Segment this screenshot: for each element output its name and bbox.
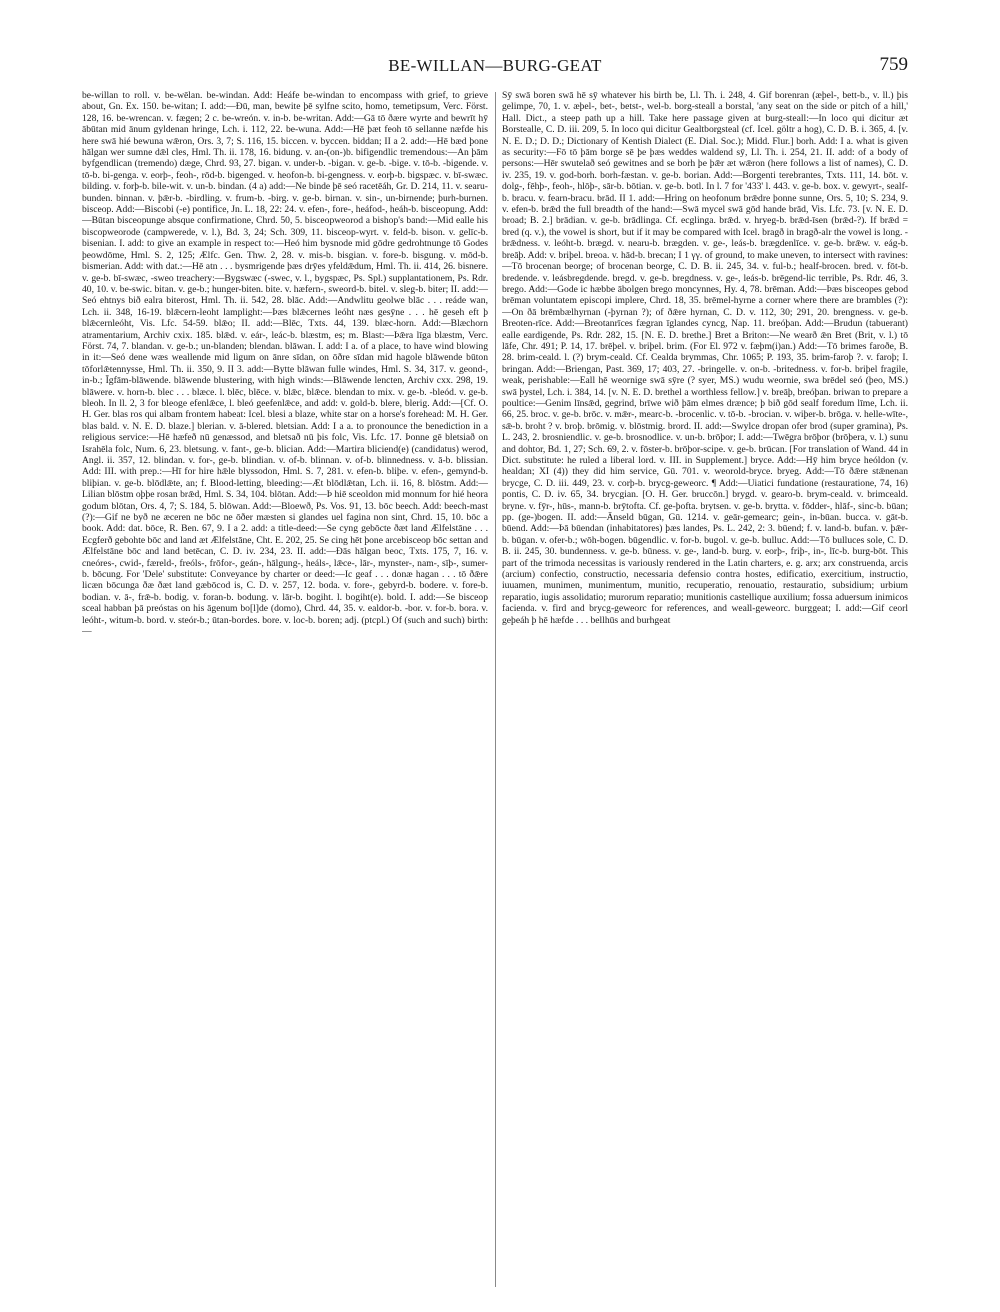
- right-column: [502, 90, 908, 1290]
- text-columns: [82, 90, 908, 1290]
- right-column-text: Sȳ swā boren swā hē sȳ whatever his birth be, Ll. Th. i. 248, 4. Gif borenran (æþel-, bett-b., v. ll.) þis gelimpe, 70, 1. v. æþel-, bet-, betst-, wel-b. borg-steall a borstal, 'any seat on the side or pitch of a hill,' Hall. Dict., a steep path up a hill. Take here passage given at burg-steall:—In loco qui dicitur æt Borstealle, C. D. iii. 209, 5. In loco qui dicitur Gealtborgsteal (cf. Icel. göltr a hog), C. D. B. i. 365, 4. [v. N. E. D.; D. D.; Dictionary of Kentish Dialect (E. Dial. Soc.); Midd. Flur.] borh. Add: I a. what is given as security:—Fō tō þām borge sē þe þæs weddes waldend sȳ, Ll. Th. i. 254, 21. II. add: of a body of persons:—Hēr swutelað seó gewitnes and se borh þe þǣr æt wǣron (here follows a list of names), C. D. iv. 235, 19. v. god-borh. borh-fæstan. v. ge-b. borian. Add:—Borgenti terebrantes, Txts. 111, 14. bōt. v. dolg-, fēhþ-, feoh-, hlōþ-, sār-b. bōtian. v. ge-b. botl. In l. 7 for '433' l. 443. v. ge-b. box. v. gewyrt-, sealf-b. bracu. v. fearn-bracu. brād. II 1. add:—Hring on heofonum brǣdre þonne sunne, Ors. 5, 10; S. 234, 9. v. efen-b. brǣd the full breadth of the hand:—Swā mycel swā gōd hande brād, Vis. Lfc. 73. [v. N. E. D. broad; B. 2.] brādian. v. ge-b. brādlinga. Cf. ecglinga. brǣd. v. hryeg-b. brǣd-īsen (brǣd-?). If brǣd = bred (q. v.), the vowel is short, but if it may be compared with Icel. bragð in bragð-alr the vowel is long. -brǣdness. v. leóht-b. brægd. v. nearu-b. brægden. v. ge-, leás-b. brægdenlīce. v. ge-b. brǣw. v. eág-b. breāþ. Add: v. briþel. breoa. v. hād-b. brecan; I 1 γγ. of ground, to make uneven, to intersect with ravines:—Tō brocenan beorge; of brocenan beorge, C. D. B. ii. 245, 34. v. ful-b.; healf-brocen. bred. v. fōt-b. bredende. v. leásbregdende. bregd. v. ge-b. bregdness. v. ge-, leás-b. brēgend-lic terrible, Ps. Rdr. 46, 3. brego. Add:—Gode ic hæbbe ābolgen brego moncynnes, Hy. 4, 78. brēman. Add:—Þæs bisceopes gebod brēman voluntatem episcopi implere, Chrd. 18, 35. brēmel-hyrne a corner where there are brambles (?):—On ðā brēmbælhyrnan (-þyrnan ?); of ðǣre hyrnan, C. D. v. 112, 30; 291, 20. brengness. v. ge-b. Breoten-rīce. Add:—Breotanrīces fægran īglandes cyncg, Nap. 11. breóþan. Add:—Brudun (tabuerant) ealle eardigende, Ps. Rdr. 282, 15. [N. E. D. brethe.] Bret a Briton:—Ne wearð ǣn Bret (Brit, v. l.) tō lāfe, Chr. 491; P. 14, 17. brēþel. v. briþel. brim. (For El. 972 v. fæþm(i)an.) Add:—Tō brimes faroðe, B. 28. brim-ceald. l. (?) brym-ceald. Cf. Cealda brymmas, Chr. 1065; P. 193, 35. brim-faroþ ?. v. faroþ; I. bringan. Add:—Briengan, Past. 369, 17; 403, 27. -bringelle. v. on-b. -britedness. v. for-b. briþel fragile, weak, perishable:—Eall hē weornige swā sȳre (? syer, MS.) wudu weornie, swa brēdel seó (þeo, MS.) swā þystel, Lch. i. 384, 14. [v. N. E. D. brethel a worthless fellow.] v. breāþ, breóþan. briwan to prepare a poultice:—Genim līnsǣd, gegrind, brīwe wið þām elmes drænce; þ bið gōd sealf foredum līme, Lch. ii. 66, 25. broc. v. ge-b. brōc. v. mǣr-, mearc-b. -brocenlic. v. tō-b. -brocian. v. wiþer-b. brōga. v. helle-wīte-, sǣ-b. broht ? v. broþ. brōmig. v. blōstmig. brord. II. add:—Swylce dropan ofer brod (super gramina), Ps. L. 243, 2. brosniendlic. v. ge-b. brosnodlice. v. un-b. brōþor; I. add:—Twēgra brōþor (brōþera, v. l.) sunu and dohtor, Bd. 1, 27; Sch. 69, 2. v. fōster-b. brōþor-scipe. v. ge-b. brūcan. [For translation of Wand. 44 in Dict. substitute: he ruled a liberal lord. v. III. in Supplement.] bryce. Add:—Hȳ him bryce heóldon (v. healdan; XI (4)) they did him service, Gū. 701. v. weorold-bryce. bryeg. Add:—Tō ðǣre stǣnenan brycge, C. D. iii. 449, 23. v. corþ-b. brycg-geweorc. ¶ Add:—Uiatici fundatione (restauratione, 74, 16) pontis, C. D. iv. 65, 34. brycgian. [O. H. Ger. bruccōn.] brygd. v. gearo-b. brym-ceald. v. brimceald. bryne. v. fȳr-, hūs-, mann-b. brȳtofta. Cf. ge-þofta. brytsen. v. ge-b. brytta. v. fōdder-, hlāf-, sinc-b. būan; pp. (ge-)bogen. II. add:—Ānseld būgan, Gū. 1214. v. geār-gemearc; gein-, in-būan. bucca. v. gāt-b. būend. Add:—Þā būendan (inhabitatores) þæs landes, Ps. L. 242, 2: 3. būend; f. v. land-b. bufan. v. þǣr-b. būgan. v. ofer-b.; wōh-bogen. būgendlic. v. for-b. bugol. v. ge-b. bulluc. Add:—Tō bulluces sole, C. D. B. ii. 245, 30. bundenness. v. ge-b. būness. v. ge-, land-b. burg. v. eorþ-, friþ-, in-, līc-b. burg-bōt. This part of the trimoda necessitas is variously rendered in the Latin charters, e. g. arx; arx construenda, arcis (arcium) confectio, constructio, necessaria defensio contra hostes, edificatio, exercitium, instructio, iuuamen, munimen, munimentum, munitio, recuperatio, renouatio, restauratio, subsidium; urbium reparatio, iugis assolidatio; murorum reparatio; munitionis castellique auxilium; fossa aduersum inimicos facienda. v. fird and brycg-geweorc for references, and weall-geweorc. burggeat; I. add:—Gif ceorl geþeáh þ hē hæfde . . . bellhūs and burhgeat: [502, 90, 908, 626]
- left-column-text: be-willan to roll. v. be-wēlan. be-windan. Add: Heáfe be-windan to encompass with grief, to grieve about, Gn. Ex. 150. be-witan; I. add:—Ðū, man, bewite þē sylfne scito, homo, temetipsum, Verc. Först. 128, 16. be-wrencan. v. fægen; 2 c. be-wreón. v. in-b. be-writan. Add:—Gā tō ðære wyrte and bewrīt hȳ ābūtan mid ānum gyldenan hringe, Lch. i. 112, 22. be-wuna. Add:—Hē þæt feoh tō sellanne næfde his here swā hié bewuna wǣron, Ors. 3, 7; S. 116, 15. biccen. v. byccen. biddan; II a 2. add:—Hē bæd þone hālgan wer sumne dǣl cles, Hml. Th. ii. 178, 16. bidung. v. an-(on-)b. bifigendlic tremendous:—An þām byfgendlican (tremendo) dæge, Chrd. 93, 27. bigan. v. under-b. -bigan. v. ge-b. -bige. v. tō-b. -bigende. v. tō-b. bi-genga. v. eorþ-, feoh-, rōd-b. bigenged. v. heofon-b. bi-gengness. v. eorþ-b. bigspæc. v. bī-swæc. bilding. v. forþ-b. bile-wit. v. un-b. bindan. (4 a) add:—Ne binde þē seó racetēáh, Gr. D. 214, 11. v. searu-bunden. binnan. v. þǣr-b. -birdling. v. frum-b. -birg. v. ge-b. birnan. v. sin-, un-birnende; þurh-burnen. bisceop. Add:—Biscobi (-e) pontifice, Jn. L. 18, 22: 24. v. efen-, fore-, heáfod-, heáh-b. bisceopung. Add:—Būtan bisceopunge absque confirmatione, Chrd. 50, 5. bisceopweorod a bishop's band:—Mid ealle his biscopweorode (campwerede, v. l.), Bd. 3, 24; Sch. 309, 11. bisceop-wyrt. v. feld-b. bison. v. gelīc-b. bisenian. I. add: to give an example in respect to:—Heó him bysnode mid gōdre gedrohtnunge tō Godes þeowdōme, Hml. S. 2, 125; Ælfc. Gen. Thw. 2, 28. v. mis-b. bisgian. v. fore-b. bisgung. v. mōd-b. bismerian. Add: with dat.:—Hē atn . . . bysmrigende þæs drȳes yfeldǣdum, Hml. Th. ii. 414, 26. bisnere. v. ge-b. bī-swæc, -sweo treachery:—Bygswæc (-swec, v. l., bygspæc, Ps. Spl.) supplantationem, Ps. Rdr. 40, 10. v. be-swic. bitan. v. ge-b.; hunger-biten. bite. v. hæfern-, sweord-b. bitel. v. sleg-b. biter; II. add:—Seó ehtnys bið ealra biterost, Hml. Th. ii. 542, 28. blāc. Add:—Andwlitu geolwe blāc . . . reáde wan, Lch. ii. 348, 16-19. blǣcern-leoht lamplight:—Þæs blǣcernes leóht næs gesȳne . . . hē geseh eft þ blǣcernleóht, Vis. Lfc. 54-59. blǣo; II. add:—Blēc, Txts. 44, 139. blæc-horn. Add:—Blæchorn atramentarium, Archiv cxix. 185. blǣd. v. eár-, leác-b. blæstm, es; m. Blast:—Þǣra līga blæstm, Verc. Först. 74, 7. blandan. v. ge-b.; un-blanden; blendan. blāwan. I. add: I a. of a place, to have wind blowing in it:—Seó dene wæs weallende mid lìgum on ānre sīdan, on ōðre sīdan mid hagole blāwende būton tōforlǣtennysse, Hml. Th. ii. 350, 9. II 3. add:—Bytte blāwan fulle windes, Hml. S. 34, 317. v. geond-, in-b.; Īgfām-blāwende. blāwende blustering, with high winds:—Blāwende lencten, Archiv cxx. 298, 19. blāwere. v. horn-b. blec . . . blæce. l. blēc, blēce. v. blǣc, blǣce. blendan to mix. v. ge-b. -bleód. v. ge-b. bleoh. In ll. 2, 3 for bleoge efenlǣce, l. bleó geefenlǣce, and add: v. gold-b. blere, blerig. Add:—[Cf. O. H. Ger. blas ros qui albam frontem habeat: Icel. blesi a blaze, white star on a horse's forehead: M. H. Ger. blas bald. v. N. E. D. blaze.] blerian. v. ā-blered. bletsian. Add: I a a. to pronounce the benediction in a religious service:—Hē hæfeð nū genæssod, and bletsað nū þis folc, Vis. Lfc. 17. Þonne gē bletsiað on Israhēla folc, Num. 6, 23. bletsung. v. fant-, ge-b. blician. Add:—Martira bliciend(e) (candidatus) werod, Angl. ii. 357, 12. blindan. v. for-, ge-b. blindian. v. of-b. blinnan. v. of-b. blinnedness. v. ā-b. blissian. Add: III. with prep.:—Hī for hire hǣle blyssodon, Hml. S. 7, 281. v. efen-b. bliþe. v. efen-, gemynd-b. bliþian. v. ge-b. blōdlǣte, an; f. Blood-letting, bleeding:—Æt blōdlǣtan, Lch. ii. 16, 8. blōstm. Add:—Lilian blōstm oþþe rosan brǣd, Hml. S. 34, 104. blōtan. Add:—Þ hiē sceoldon mid monnum for hié heora godum blōtan, Ors. 4, 7; S. 184, 5. blōwan. Add:—Bloewð, Ps. Vos. 91, 13. bōc beech. Add: beech-mast (?):—Gif ne byð ne æceren ne bōc ne ōðer mæsten si glandes uel fagina non sint, Chrd. 15, 10. bōc a book. Add: dat. bōce, R. Ben. 67, 9. I a 2. add: a title-deed:—Se cyng gebōcte ðæt land Ælfelstāne . . . Ecgferð gebohte bōc and land æt Ælfelstāne, Cht. E. 202, 25. Se cing hēt þone arcebisceop bōc settan and Ælfelstāne bōc and land betēcan, C. D. iv. 234, 23. II. add:—Ðās hālgan beoc, Txts. 175, 7, 16. v. cneóres-, cwid-, færeld-, freóls-, frōfor-, geán-, hālgung-, heáls-, lǣce-, lār-, mynster-, nam-, sīþ-, sumer-b. bōcung. For 'Dele' substitute: Conveyance by charter or deed:—Ic geaf . . . donæ hagan . . . tō ðǣre licæn bōcunga ðæ ðæt land gæbōcod is, C. D. v. 257, 12. boda. v. fore-, gebyrd-b. bodere. v. fore-b. bodian. v. ā-, frǣ-b. bodig. v. foran-b. bodung. v. lār-b. bogiht. l. bogiht(e). bold. I. add:—Se bisceop sceal habban þā preóstas on his āgenum bo[l]de (domo), Chrd. 44, 35. v. ealdor-b. -bor. v. for-b. bora. v. leóht-, witum-b. bord. v. steór-b.; ūtan-bordes. bore. v. loc-b. boren; adj. (ptcpl.) Of (such and such) birth:—: [82, 90, 488, 638]
- running-head: BE-WILLAN—BURG-GEAT: [388, 56, 602, 75]
- left-column: [82, 90, 488, 1290]
- page-number: 759: [879, 54, 908, 75]
- page-header: [82, 52, 908, 86]
- column-divider: [495, 92, 496, 1287]
